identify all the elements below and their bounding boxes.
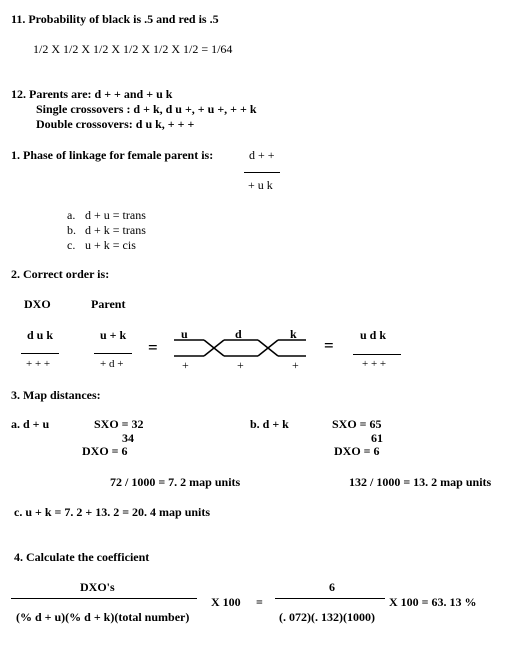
p4-numerator-2: 6 bbox=[329, 580, 335, 594]
p4-heading: 4. Calculate the coefficient bbox=[14, 550, 150, 564]
p3-b-dxo: DXO = 6 bbox=[334, 444, 380, 458]
p4-fraction-line-1 bbox=[11, 598, 197, 599]
p1-heading: 1. Phase of linkage for female parent is: bbox=[11, 148, 214, 162]
cross-bottom-allele-2: + bbox=[237, 358, 244, 372]
cross-top-allele-1: u bbox=[181, 327, 188, 341]
p4-denominator-2: (. 072)(. 132)(1000) bbox=[279, 610, 375, 624]
p3-a-sxo: SXO = 32 bbox=[94, 417, 144, 431]
p4-equals: = bbox=[256, 595, 263, 609]
p3-b-result: 132 / 1000 = 13. 2 map units bbox=[349, 475, 492, 489]
p1-item-c-label: c. bbox=[67, 238, 76, 252]
p2-heading: 2. Correct order is: bbox=[11, 267, 110, 281]
p3-heading: 3. Map distances: bbox=[11, 388, 101, 402]
p2-parent-line bbox=[94, 353, 132, 354]
q11-equation: 1/2 X 1/2 X 1/2 X 1/2 X 1/2 X 1/2 = 1/64 bbox=[33, 42, 233, 56]
p3-b-sxo-second: 61 bbox=[371, 431, 383, 445]
p1-item-c-text: u + k = cis bbox=[85, 238, 136, 252]
p4-result: X 100 = 63. 13 % bbox=[389, 595, 477, 609]
cross-bottom-allele-3: + bbox=[292, 358, 299, 372]
p2-equals-1: = bbox=[148, 338, 158, 357]
p1-item-b-label: b. bbox=[67, 223, 76, 237]
p1-genotype-bottom: + u k bbox=[248, 178, 273, 192]
p2-parent-top: u + k bbox=[100, 328, 127, 342]
p4-fraction-line-2 bbox=[275, 598, 385, 599]
p3-a-result: 72 / 1000 = 7. 2 map units bbox=[110, 475, 241, 489]
p2-result-top: u d k bbox=[360, 328, 387, 342]
p3-b-sxo: SXO = 65 bbox=[332, 417, 382, 431]
p1-item-b-text: d + k = trans bbox=[85, 223, 146, 237]
p3-a-label: a. d + u bbox=[11, 417, 50, 431]
p1-genotype-top: d + + bbox=[249, 148, 275, 162]
cross-top-allele-3: k bbox=[290, 327, 297, 341]
p2-dxo-line bbox=[21, 353, 59, 354]
p2-result-line bbox=[353, 354, 401, 355]
p2-parent-bottom: + d + bbox=[100, 358, 124, 370]
q12-single-crossovers: Single crossovers : d + k, d u +, + u +, + + k bbox=[36, 102, 257, 116]
q12-heading: 12. Parents are: d + + and + u k bbox=[11, 87, 173, 101]
p2-dxo-label: DXO bbox=[24, 297, 51, 311]
p1-fraction-line bbox=[244, 172, 280, 173]
p2-parent-label: Parent bbox=[91, 297, 126, 311]
p4-times-100: X 100 bbox=[211, 595, 241, 609]
p1-item-a-text: d + u = trans bbox=[85, 208, 146, 222]
p3-a-sxo-second: 34 bbox=[122, 431, 134, 445]
p1-item-a-label: a. bbox=[67, 208, 76, 222]
q11-heading: 11. Probability of black is .5 and red is .5 bbox=[11, 12, 219, 26]
p4-numerator-1: DXO's bbox=[80, 580, 115, 594]
p2-dxo-top: d u k bbox=[27, 328, 54, 342]
p2-result-bottom: + + + bbox=[362, 358, 387, 370]
p4-denominator-1: (% d + u)(% d + k)(total number) bbox=[16, 610, 190, 624]
cross-bottom-allele-1: + bbox=[182, 358, 189, 372]
p3-c-line: c. u + k = 7. 2 + 13. 2 = 20. 4 map units bbox=[14, 505, 211, 519]
q12-double-crossovers: Double crossovers: d u k, + + + bbox=[36, 117, 195, 131]
p3-a-dxo: DXO = 6 bbox=[82, 444, 128, 458]
p2-equals-2: = bbox=[324, 336, 334, 355]
p3-b-label: b. d + k bbox=[250, 417, 289, 431]
cross-top-allele-2: d bbox=[235, 327, 242, 341]
p2-dxo-bottom: + + + bbox=[26, 358, 51, 370]
